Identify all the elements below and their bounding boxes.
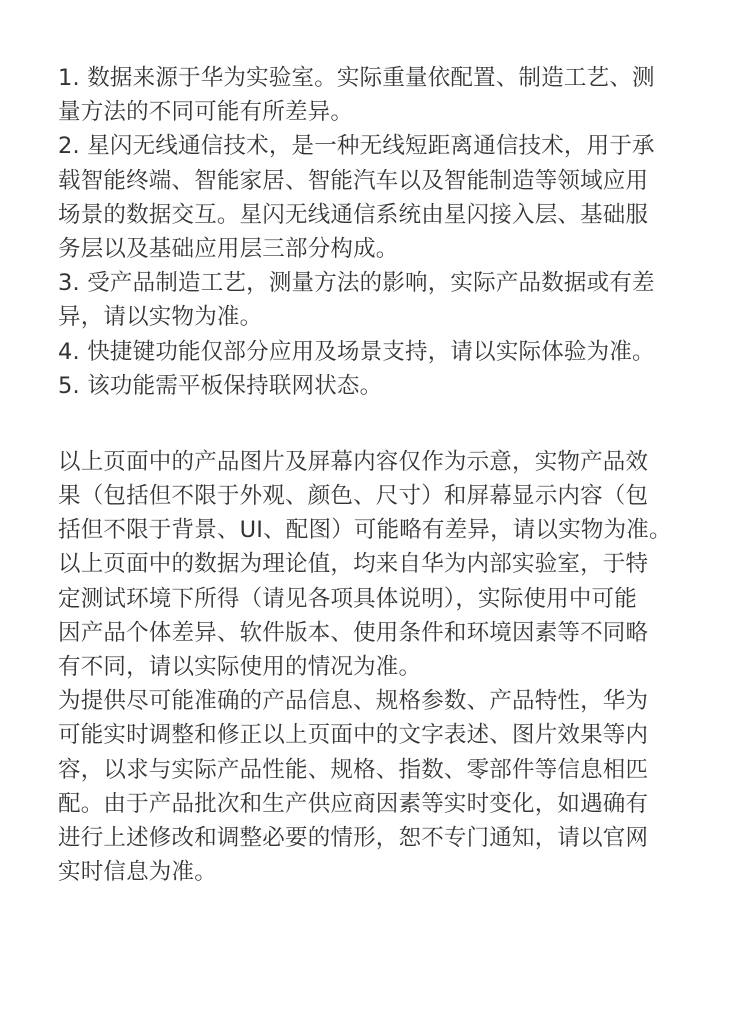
disclaimer-line: 有不同，请以实际使用的情况为准。: [58, 654, 422, 680]
note-5: [58, 369, 692, 403]
note-3: [58, 266, 692, 334]
note-line: 3. 受产品制造工艺，测量方法的影响，实际产品数据或有差: [58, 270, 655, 297]
disclaimer-line: 为提供尽可能准确的产品信息、规格参数、产品特性，华为: [58, 688, 649, 715]
note-line: 场景的数据交互。星闪无线通信系统由星闪接入层、基础服: [58, 201, 649, 228]
note-4: [58, 335, 692, 369]
note-2: [58, 129, 692, 266]
section-spacer: [58, 403, 692, 445]
disclaimer-line: 括但不限于背景、UI、配图）可能略有差异，请以实物为准。: [58, 517, 672, 544]
disclaimer-paragraph-3: [58, 684, 692, 889]
note-line: 2. 星闪无线通信技术，是一种无线短距离通信技术，用于承: [58, 133, 655, 160]
disclaimer-line: 果（包括但不限于外观、颜色、尺寸）和屏幕显示内容（包: [58, 483, 649, 510]
note-line: 务层以及基础应用层三部分构成。: [58, 235, 399, 262]
note-line: 异，请以实物为准。: [58, 304, 263, 331]
disclaimer-line: 定测试环境下所得（请见各项具体说明），实际使用中可能: [58, 585, 637, 612]
disclaimer-line: 因产品个体差异、软件版本、使用条件和环境因素等不同略: [58, 619, 649, 646]
disclaimer-line: 容，以求与实际产品性能、规格、指数、零部件等信息相匹: [58, 756, 649, 783]
note-line: 5. 该功能需平板保持联网状态。: [58, 372, 383, 399]
disclaimer-line: 以上页面中的数据为理论值，均来自华为内部实验室，于特: [58, 551, 649, 578]
disclaimer-line: 实时信息为准。: [58, 859, 217, 886]
disclaimer-paragraph-1: [58, 445, 692, 548]
note-line: 载智能终端、智能家居、智能汽车以及智能制造等领域应用: [58, 167, 649, 194]
note-line: 1. 数据来源于华为实验室。实际重量依配置、制造工艺、测: [58, 65, 655, 91]
disclaimer-paragraph-2: [58, 547, 692, 684]
disclaimer-line: 进行上述修改和调整必要的情形，恕不专门通知，请以官网: [58, 824, 649, 851]
disclaimer-section: [58, 445, 692, 889]
disclaimer-line: 以上页面中的产品图片及屏幕内容仅作为示意，实物产品效: [58, 448, 649, 475]
note-line: 4. 快捷键功能仅部分应用及场景支持，请以实际体验为准。: [58, 338, 655, 365]
note-1: [58, 61, 692, 129]
note-line: 量方法的不同可能有所差异。: [58, 99, 354, 126]
disclaimer-line: 可能实时调整和修正以上页面中的文字表述、图片效果等内: [58, 722, 649, 749]
notes-section: [58, 61, 692, 403]
disclaimer-line: 配。由于产品批次和生产供应商因素等实时变化，如遇确有: [58, 790, 649, 817]
